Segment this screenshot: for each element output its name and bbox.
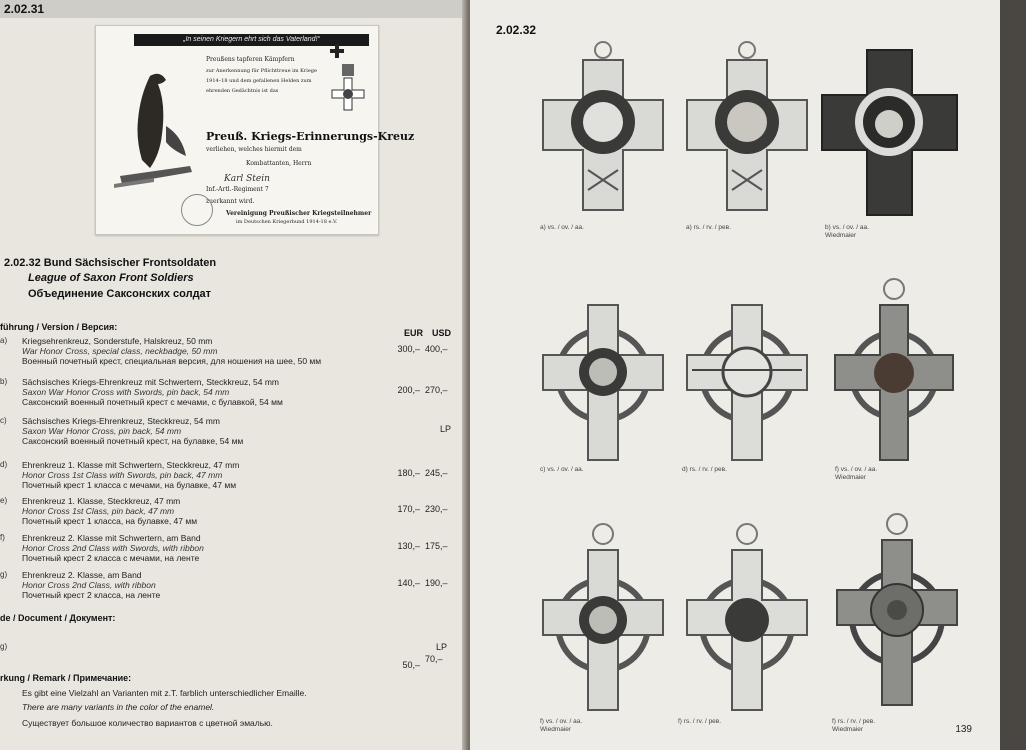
document-line: Inf.-Artl.-Regiment 7 bbox=[206, 186, 269, 193]
medal-cross-image bbox=[538, 300, 668, 465]
item-english: Saxon War Honor Cross with Swords, pin back, 54 mm bbox=[22, 387, 230, 397]
item-german: Ehrenkreuz 2. Klasse mit Schwertern, am Band bbox=[22, 533, 201, 543]
item-russian: Саксонский военный почетный крест с мечами, с булавкой, 54 мм bbox=[22, 397, 283, 407]
document-line: Preußens tapferen Kämpfern bbox=[206, 56, 295, 63]
item-letter: g) bbox=[0, 642, 8, 651]
col-usd: USD bbox=[432, 328, 452, 338]
remark-english: There are many variants in the color of the enamel. bbox=[22, 702, 215, 712]
medal-cross-image bbox=[538, 40, 668, 220]
item-letter: d) bbox=[0, 460, 8, 469]
item-english: Honor Cross 2nd Class with Swords, with ribbon bbox=[22, 543, 204, 553]
item-english: War Honor Cross, special class, neckbadge, 50 mm bbox=[22, 346, 218, 356]
item-german: Sächsisches Kriegs-Ehrenkreuz mit Schwertern, Steckkreuz, 54 mm bbox=[22, 377, 279, 387]
version-label: führung / Version / Версия: bbox=[0, 322, 118, 332]
medal-cross-image bbox=[538, 520, 668, 715]
item-russian: Почетный крест 1 класса с мечами, на булавке, 47 мм bbox=[22, 480, 237, 490]
heading-code: 2.02.32 bbox=[4, 257, 41, 269]
item-english: Honor Cross 1st Class, pin back, 47 mm bbox=[22, 506, 175, 516]
document-line: 1914–18 und dem gefallenen Helden zum bbox=[206, 78, 312, 84]
document-line: zuerkannt wird. bbox=[206, 198, 255, 205]
document-org: Vereinigung Preußischer Kriegsteilnehmer bbox=[226, 210, 372, 217]
medal-cross-image bbox=[822, 40, 957, 220]
price-usd: LP bbox=[436, 642, 448, 652]
remark-russian: Существует большое количество вариантов с цветной эмалью. bbox=[22, 718, 273, 728]
section-code-left: 2.02.31 bbox=[0, 0, 469, 18]
item-russian: Почетный крест 2 класса, на ленте bbox=[22, 590, 161, 600]
item-russian: Почетный крест 1 класса, на булавке, 47 мм bbox=[22, 516, 198, 526]
document-motto: „In seinen Kriegern ehrt sich das Vaterland!“ bbox=[134, 34, 369, 46]
figure-caption: f) vs. / ov. / aa. Wiedmaier bbox=[835, 466, 878, 481]
figure-caption: f) rs. / rv. / рев. Wiedmaier bbox=[832, 718, 876, 733]
col-eur: EUR bbox=[404, 328, 424, 338]
figure-caption: f) rs. / rv. / рев. bbox=[678, 718, 722, 725]
item-russian: Почетный крест 2 класса с мечами, на ленте bbox=[22, 553, 200, 563]
iron-cross-icon bbox=[330, 44, 344, 58]
item-german: Sächsisches Kriegs-Ehrenkreuz, Steckkreuz, 54 mm bbox=[22, 416, 220, 426]
medal-cross-image bbox=[832, 510, 962, 710]
price-usd: 400,– bbox=[425, 344, 448, 354]
page-number: 139 bbox=[955, 724, 972, 735]
figure-caption: c) vs. / ov. / aa. bbox=[540, 466, 584, 473]
price-usd: 190,– bbox=[425, 578, 448, 588]
left-page bbox=[0, 0, 468, 750]
figure-caption: d) rs. / rv. / рев. bbox=[682, 466, 727, 473]
section-code-right: 2.02.32 bbox=[496, 23, 537, 37]
item-letter: f) bbox=[0, 533, 5, 542]
item-german: Ehrenkreuz 1. Klasse mit Schwertern, Steckkreuz, 47 mm bbox=[22, 460, 240, 470]
eagle-icon bbox=[110, 66, 200, 196]
price-usd: 230,– bbox=[425, 504, 448, 514]
award-document-image bbox=[95, 25, 415, 235]
item-russian: Военный почетный крест, специальная версия, для ношения на шее, 50 мм bbox=[22, 356, 322, 366]
price-eur: 50,– bbox=[402, 660, 420, 670]
medal-cross-image bbox=[832, 275, 957, 465]
medal-cross-image bbox=[682, 300, 812, 465]
item-russian: Саксонский военный почетный крест, на булавке, 54 мм bbox=[22, 436, 244, 446]
figure-caption: a) vs. / ov. / aa. bbox=[540, 224, 584, 231]
item-letter: b) bbox=[0, 377, 8, 386]
item-letter: g) bbox=[0, 570, 8, 579]
figure-caption: a) rs. / rv. / рев. bbox=[686, 224, 731, 231]
price-usd: 70,– bbox=[425, 654, 443, 664]
heading-title: Bund Sächsischer Frontsoldaten bbox=[43, 257, 217, 269]
price-usd: LP bbox=[440, 424, 452, 434]
document-line: Kombattanten, Herrn bbox=[246, 160, 312, 167]
seal-stamp bbox=[181, 194, 213, 226]
document-label: de / Document / Документ: bbox=[0, 613, 116, 623]
price-eur: 180,– bbox=[397, 468, 420, 478]
item-german: Ehrenkreuz 2. Klasse, am Band bbox=[22, 570, 142, 580]
remark-german: Es gibt eine Vielzahl an Varianten mit z.T. farblich unterschiedlicher Emaille. bbox=[22, 688, 307, 698]
item-letter: c) bbox=[0, 416, 7, 425]
item-german: Ehrenkreuz 1. Klasse, Steckkreuz, 47 mm bbox=[22, 496, 181, 506]
price-eur: 140,– bbox=[397, 578, 420, 588]
recipient-name: Karl Stein bbox=[224, 174, 270, 184]
document-line: ehrenden Gedächtnis ist das bbox=[206, 88, 279, 94]
figure-caption: f) vs. / ov. / aa. Wiedmaier bbox=[540, 718, 583, 733]
price-usd: 175,– bbox=[425, 541, 448, 551]
item-english: Saxon War Honor Cross, pin back, 54 mm bbox=[22, 426, 182, 436]
figure-caption: b) vs. / ov. / aa. Wiedmaier bbox=[825, 224, 869, 239]
cross-medal-icon bbox=[328, 64, 368, 118]
document-title: Preuß. Kriegs-Erinnerungs-Kreuz bbox=[206, 130, 415, 143]
heading-russian: Объединение Саксонских солдат bbox=[28, 288, 212, 300]
document-line: verliehen, welches hiermit dem bbox=[206, 146, 302, 153]
document-org-sub: im Deutschen Kriegerbund 1914-18 e.V. bbox=[236, 219, 338, 225]
right-page bbox=[470, 0, 1000, 750]
document-line: zur Anerkennung für Pflichttreue im Kriege bbox=[206, 68, 317, 74]
item-german: Kriegsehrenkreuz, Sonderstufe, Halskreuz, 50 mm bbox=[22, 336, 213, 346]
item-english: Honor Cross 1st Class with Swords, pin back, 47 mm bbox=[22, 470, 223, 480]
item-english: Honor Cross 2nd Class, with ribbon bbox=[22, 580, 156, 590]
remark-label: rkung / Remark / Примечание: bbox=[0, 673, 132, 683]
medal-cross-image bbox=[682, 40, 812, 220]
price-eur: 300,– bbox=[397, 344, 420, 354]
price-usd: 270,– bbox=[425, 385, 448, 395]
price-usd: 245,– bbox=[425, 468, 448, 478]
item-letter: e) bbox=[0, 496, 8, 505]
price-eur: 200,– bbox=[397, 385, 420, 395]
price-eur: 170,– bbox=[397, 504, 420, 514]
item-letter: a) bbox=[0, 336, 8, 345]
article-heading bbox=[4, 257, 216, 269]
medal-cross-image bbox=[682, 520, 812, 715]
price-eur: 130,– bbox=[397, 541, 420, 551]
heading-english: League of Saxon Front Soldiers bbox=[28, 272, 194, 284]
